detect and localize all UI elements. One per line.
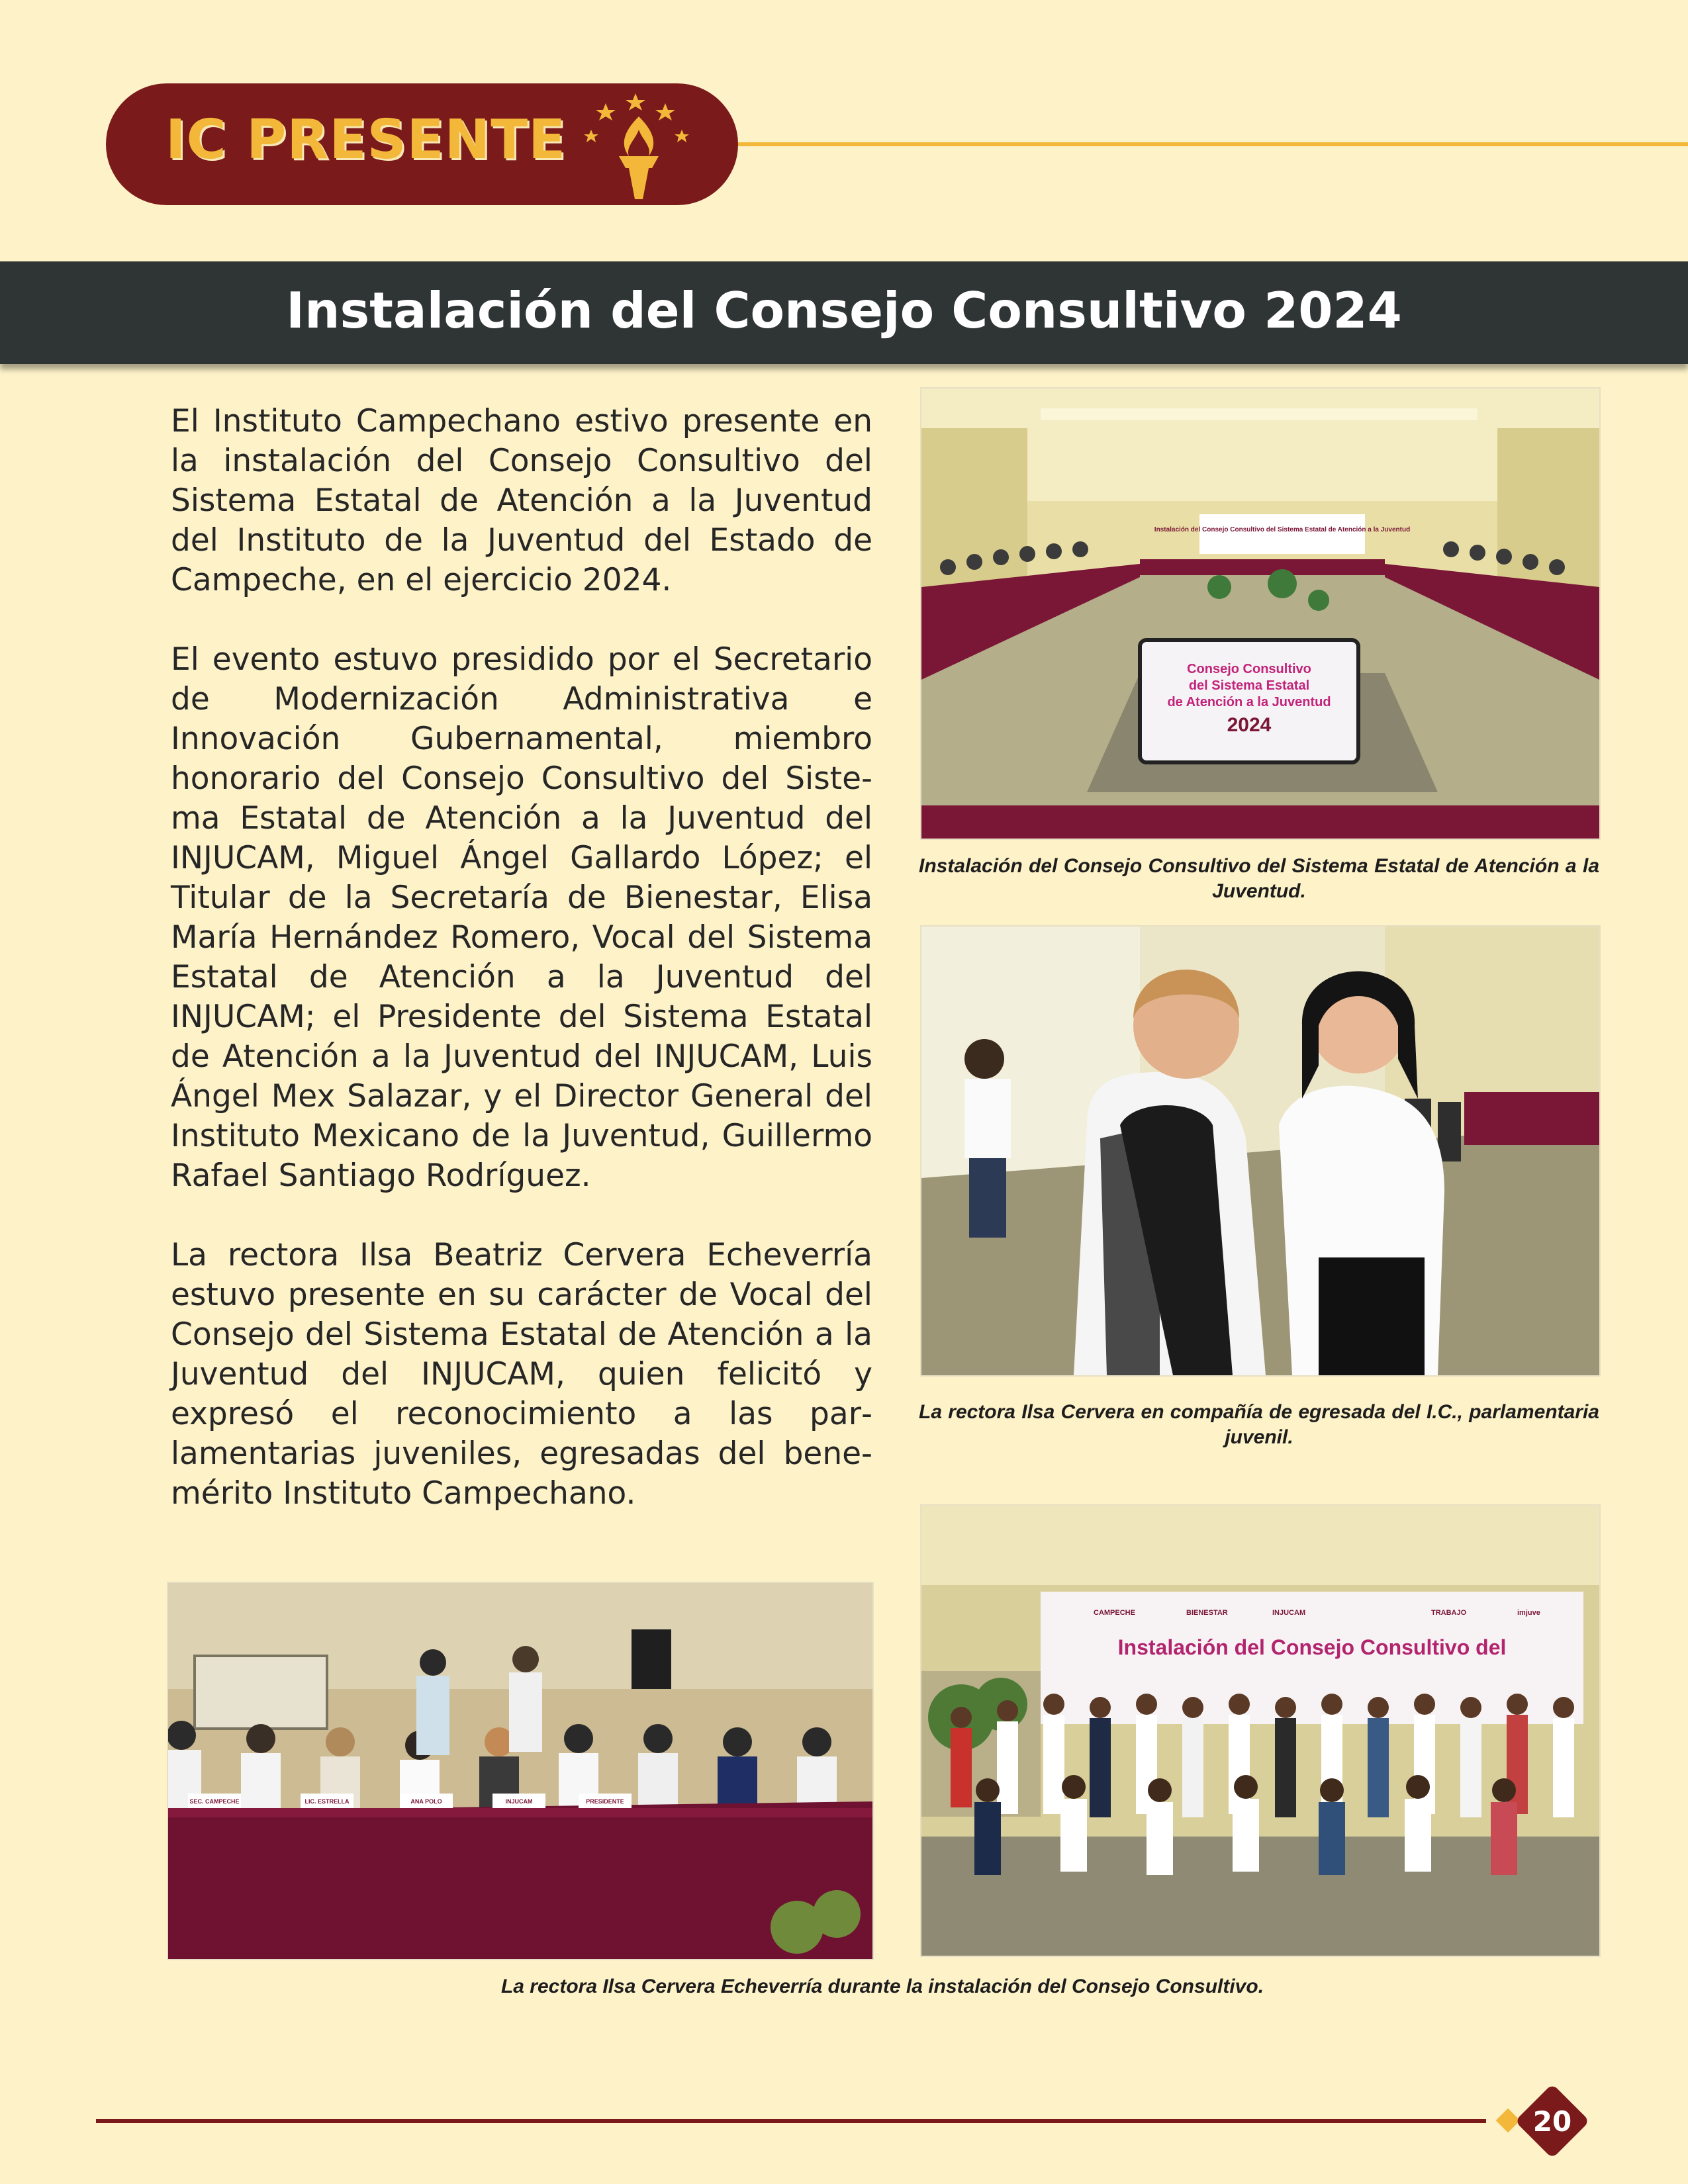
caption-photo-1: Instalación del Consejo Consultivo del Sistema Estatal de Atención a la Juventud.	[919, 855, 1599, 902]
photo-presidium-table	[167, 1582, 874, 1960]
logo-2: BIENESTAR	[1186, 1609, 1228, 1617]
caption-photo-2: La rectora Ilsa Cervera en compañía de egresada del I.C., parlamentaria juvenil.	[919, 1401, 1599, 1448]
title-bar	[0, 261, 1688, 364]
logo-5: imjuve	[1517, 1609, 1540, 1617]
section-header-pill	[106, 83, 738, 205]
section-label: IC PRESENTE	[165, 109, 567, 171]
name-card-3: ANA POLO	[410, 1798, 442, 1805]
logo-3: INJUCAM	[1272, 1609, 1306, 1617]
paragraph-2: El evento estuvo presidido por el Secretario de Modernización Administrativa e Innovación Gubernamental, miembro honorario del Consejo Consultivo del Sistema Estatal de Atención a la Juventud del INJUCAM, Miguel Ángel Gallardo López; el Titular de la Secretaría de Bienestar, Elisa María Hernández Romero, Vocal del Sistema Estatal de Atención a la Juventud del INJUCAM; el Presidente del Sistema Estatal de Atención a la Juventud del INJUCAM, Luis Ángel Mex Salazar, y el Director General del Instituto Mexicano de la Juventud, Guillermo Rafael Santiago Rodríguez.	[171, 641, 872, 1194]
name-card-5: PRESIDENTE	[586, 1798, 624, 1805]
page-number: 20	[1532, 2105, 1572, 2138]
page-title: Instalación del Consejo Consultivo 2024	[286, 281, 1402, 340]
paragraph-3: La rectora Ilsa Beatriz Cervera Echeverría estuvo presente en su carácter de Vocal del Consejo del Sistema Estatal de Atención a la Juventud del INJUCAM, quien felicitó y expresó el reconocimiento a las parlamentarias juveniles, egresadas del benemérito Instituto Campechano.	[171, 1237, 872, 1512]
paragraph-1: El Instituto Campechano estivo presente en la instalación del Consejo Consultivo del Sistema Estatal de Atención a la Juventud del Instituto de la Juventud del Estado de Campeche, en el ejercicio 2024.	[171, 403, 872, 598]
name-card-1: SEC. CAMPECHE	[189, 1798, 240, 1805]
screen-line-3: de Atención a la Juventud	[1167, 695, 1331, 709]
logo-1: CAMPECHE	[1094, 1609, 1135, 1617]
footer-rule	[96, 2119, 1486, 2123]
screen-year: 2024	[1227, 714, 1272, 736]
torch-icon	[579, 90, 698, 203]
photo-conference-room	[920, 387, 1601, 840]
photo-group	[920, 1504, 1601, 1957]
page-number-badge	[1526, 2095, 1579, 2148]
caption-bottom: La rectora Ilsa Cervera Echeverría durante la instalación del Consejo Consultivo.	[500, 1976, 1264, 1997]
banner-text: Instalación del Consejo Consultivo del Sistema Estatal de Atención a la Juventud	[1154, 526, 1411, 533]
name-card-4: INJUCAM	[505, 1798, 533, 1805]
name-card-2: LIC. ESTRELLA	[305, 1798, 350, 1805]
photo-rectora-graduate	[920, 925, 1601, 1377]
logo-4: TRABAJO	[1431, 1609, 1467, 1617]
header-rule	[738, 142, 1688, 146]
footer-diamond-icon	[1496, 2109, 1521, 2133]
screen-line-2: del Sistema Estatal	[1188, 678, 1310, 693]
group-banner-title: Instalación del Consejo Consultivo del	[1117, 1635, 1507, 1659]
screen-line-1: Consejo Consultivo	[1187, 662, 1311, 676]
article-body	[171, 402, 872, 1553]
